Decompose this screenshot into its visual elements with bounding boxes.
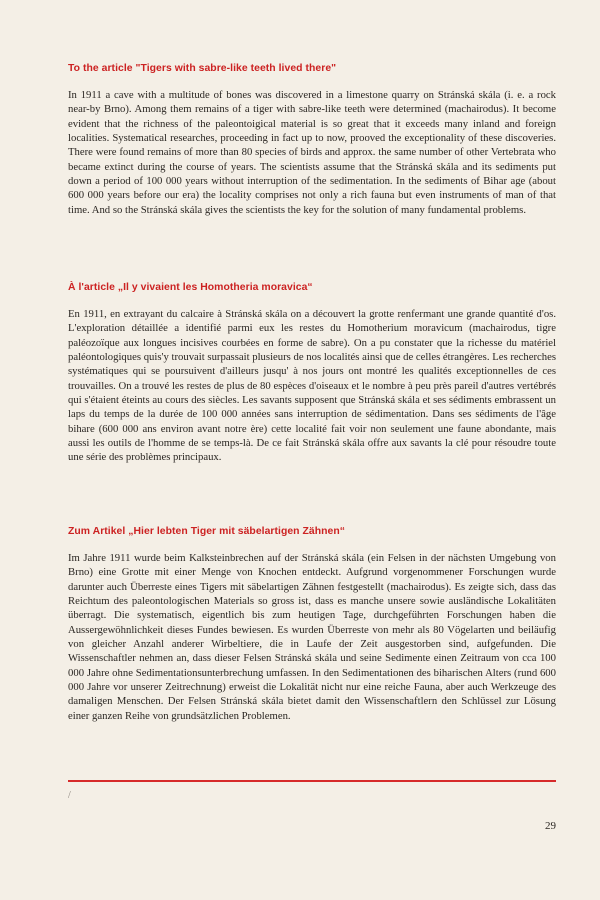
section-german [68, 526, 556, 723]
section-heading-german: Zum Artikel „Hier lebten Tiger mit säbelartigen Zähnen“ [68, 526, 346, 537]
section-body-german: Im Jahre 1911 wurde beim Kalksteinbrechen auf der Stránská skála (ein Felsen in der nächsten Umgebung von Brno) eine Grotte mit einer Menge von Knochen entdeckt. Aufgrund vorgenommener Forschungen wurde darunter auch Überreste eines Tigers mit säbelartigen Zähnen festgestellt (machairodus). Es zeigte sich, dass das Reichtum des paleontologischen Materials so gross ist, dass es manche unsere sowie ausländische Lokalitäten überragt. Die systematisch, eigentlich bis zum heutigen Tage, durchgeführten Forschungen haben die Aussergewöhnlichkeit dieses Fundes bewiesen. Es wurden Überreste von mehr als 80 Vögelarten und beiläufig von gleicher Anzahl anderer Wirbeltiere, die in Laufe der Zeit ausgestorben sind, aufgefunden. Die Wissenschaftler nehmen an, dass dieser Felsen Stránská skála und seine Sedimente einen Zeitraum von cca 100 000 Jahre ohne Sedimentationsunterbrechung umfassen. In den Sedimentationen des biharischen Alters (rund 600 000 Jahre vor unserer Zeitrechnung) erweist die Lokalität nicht nur eine reiche Fauna, aber auch Werkzeuge des damaligen Menschen. Der Felsen Stránská skála bietet damit den Wissenschaftlern den Schlüssel zur Lösung einer ganzen Reihe von grundsätzlichen Problemen. [68, 552, 556, 722]
section-french [68, 282, 556, 465]
section-heading-english: To the article "Tigers with sabre-like teeth lived there" [68, 63, 337, 74]
section-body-french: En 1911, en extrayant du calcaire à Stránská skála on a découvert la grotte renfermant une grande quantité d'os. L'exploration détaillée a identifié parmi eux les restes du Homotherium moravicum (machairodus, tigre paléozoïque aux longues incisives courbées en forme de sabre). On a pu constater que la richesse du matériel paléontologiques quis'y trouvait surpassait plusieurs de nos localités ainsi que de celles étrangères. Les recherches systématiques qui se poursuivent d'ailleurs jusqu' à nos jours ont montré les qualités exceptionnelles de ces trouvailles. On a trouvé les restes de plus de 80 espèces d'oiseaux et le nombre à peu près pareil d'autres vertébrés qui s'étaient éteints au cours des siècles. Les savants supposent que Stránská skála et ses sédiments embrassent un laps du temps de la durée de 100 000 années sans interruption de sédimentation. Dans ses sédiments de l'âge bihare (600 000 ans environ avant notre ère) cette localité fait voir non seulement une faune abondante, mais aussi les outils de l'homme de se temps-là. De ce fait Stránská skála offre aux savants la clé pour résoudre toute une série des problèmes principaux. [68, 308, 556, 464]
red-divider-rule [68, 780, 556, 782]
section-english [68, 63, 556, 217]
footer-mark: / [68, 790, 71, 801]
section-body-english: In 1911 a cave with a multitude of bones was discovered in a limestone quarry on Stránská skála (i. e. a rock near-by Brno). Among them remains of a tiger with sabre-like teeth were determined (machairodus). It become evident that the richness of the paleontoigical material is so great that it exceeds many inland and foreign localities. Systematical researches, proceeding in fact up to now, prooved the exceptionality of these discoveries. There were found remains of more than 80 species of birds and approx. the same number of other Vertebrata who became extinct during the course of years. The scientists assume that the Stránská skála and its sediments put down a period of 100 000 years without interruption of the sedimentation. In the sediments of Bihar age (about 600 000 years before our era) the locality comprises not only a rich fauna but even instruments of man of that time. And so the Stránská skála gives the scientists the key for the solution of many fundamental problems. [68, 89, 556, 216]
page-number: 29 [545, 820, 556, 832]
section-heading-french: À l'article „Il y vivaient les Homotheria moravica“ [68, 282, 313, 293]
